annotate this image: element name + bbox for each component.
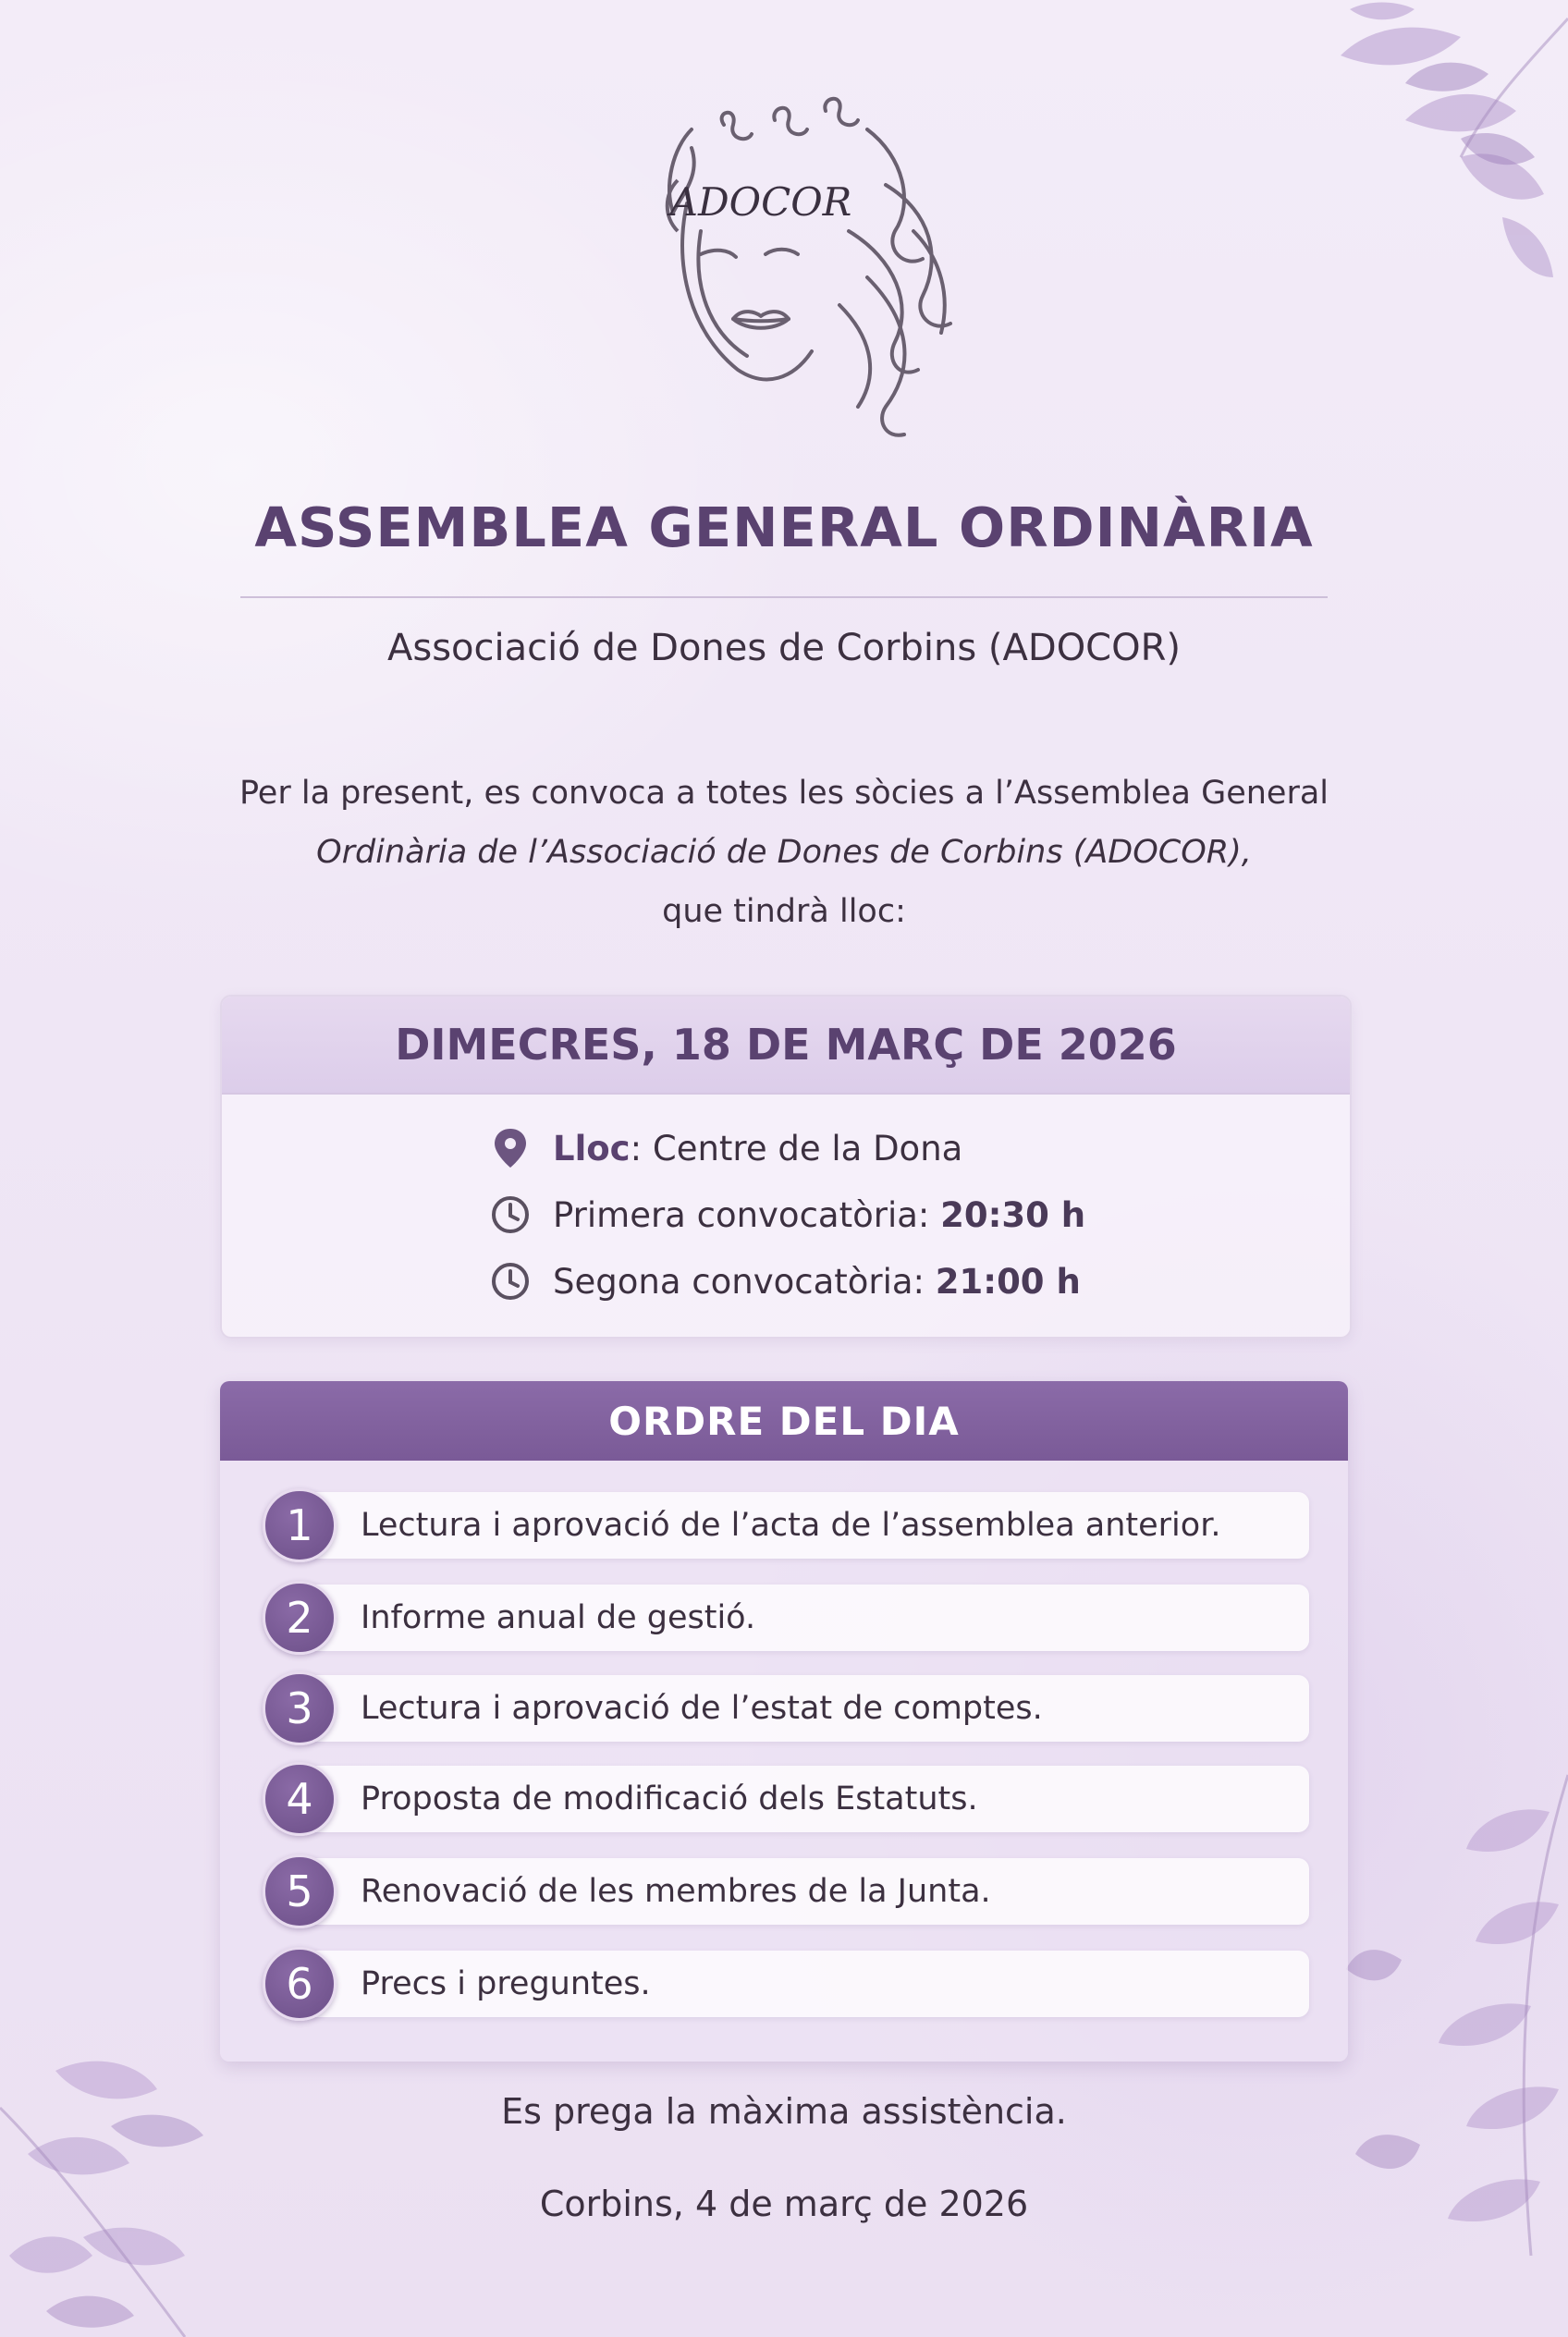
first-call-time: 20:30 h (940, 1194, 1086, 1235)
closing-text: Es prega la màxima assistència. (501, 2091, 1067, 2132)
second-call (488, 1248, 1085, 1315)
agenda-item-text: Renovació de les membres de la Junta. (361, 1873, 991, 1910)
agenda-item (263, 1854, 1309, 1928)
meeting-info-list (488, 1115, 1085, 1315)
agenda-card (220, 1381, 1348, 2062)
agenda-item-text: Precs i preguntes. (361, 1965, 651, 2002)
agenda-item-number: 3 (263, 1671, 337, 1745)
second-call-time: 21:00 h (935, 1261, 1081, 1302)
place-value: Centre de la Dona (652, 1128, 963, 1168)
agenda-item-text: Informe anual de gestió. (361, 1599, 756, 1636)
agenda-item-number: 6 (263, 1947, 337, 2021)
agenda-item (263, 1947, 1309, 2021)
intro-text (185, 764, 1383, 941)
agenda-item-number: 5 (263, 1854, 337, 1928)
agenda-item (263, 1488, 1309, 1562)
agenda-title: ORDRE DEL DIA (220, 1381, 1348, 1461)
intro-line-1: Per la present, es convoca a totes les sòcies a l’Assemblea General (239, 775, 1329, 812)
agenda-item-number: 2 (263, 1581, 337, 1655)
agenda-item-number: 4 (263, 1762, 337, 1836)
leaf-decoration-top-right (1183, 0, 1568, 370)
place-and-date: Corbins, 4 de març de 2026 (539, 2184, 1029, 2224)
page-title: ASSEMBLEA GENERAL ORDINÀRIA (254, 496, 1314, 559)
adocor-logo (636, 92, 987, 462)
meeting-date: DIMECRES, 18 DE MARÇ DE 2026 (222, 997, 1350, 1095)
second-call-label: Segona convocatòria: (553, 1261, 925, 1302)
first-call-label: Primera convocatòria: (553, 1194, 930, 1235)
intro-line-3: que tindrà lloc: (662, 893, 906, 930)
agenda-item-text: Lectura i aprovació de l’estat de comptes. (361, 1690, 1043, 1727)
meeting-details-card (220, 995, 1352, 1339)
title-divider (240, 596, 1328, 598)
clock-icon (488, 1259, 533, 1303)
agenda-item-text: Proposta de modificació dels Estatuts. (361, 1780, 978, 1817)
first-call (488, 1181, 1085, 1248)
map-pin-icon (488, 1126, 533, 1170)
agenda-item-text: Lectura i aprovació de l’acta de l’assemblea anterior. (361, 1507, 1221, 1544)
agenda-item (263, 1762, 1309, 1836)
place-label: Lloc (553, 1128, 631, 1168)
agenda-item (263, 1671, 1309, 1745)
intro-line-2: Ordinària de l’Associació de Dones de Corbins (ADOCOR), (316, 834, 1252, 871)
agenda-item-number: 1 (263, 1488, 337, 1562)
meeting-place: Lloc : Centre de la Dona (488, 1115, 1085, 1181)
clock-icon (488, 1193, 533, 1237)
organization-name: Associació de Dones de Corbins (ADOCOR) (387, 627, 1181, 669)
agenda-item (263, 1581, 1309, 1655)
logo-text: ADOCOR (669, 179, 852, 225)
